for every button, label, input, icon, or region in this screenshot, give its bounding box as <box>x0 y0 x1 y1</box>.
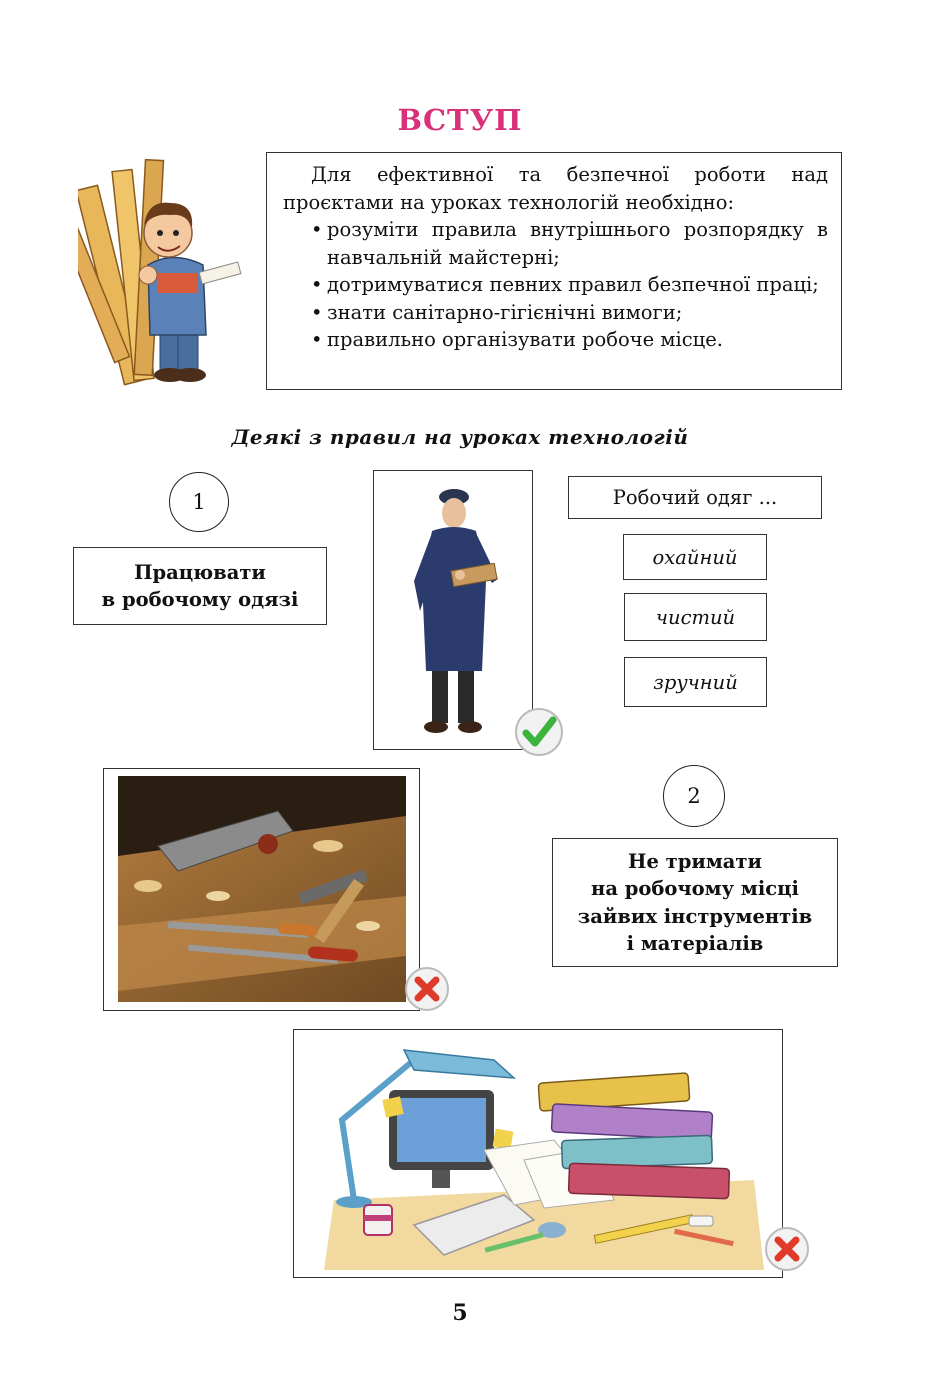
rule-2-line: і матеріалів <box>626 932 764 955</box>
intro-list-item: • розуміти правила внутрішнього розпорядку в навчальній майстерні; <box>283 216 828 271</box>
rule-1-line: в робочому одязі <box>101 588 299 611</box>
rule-2-box <box>552 838 838 967</box>
rules-subtitle: Деякі з правил на уроках технологій <box>231 425 689 449</box>
rule-1-line: Працювати <box>134 560 266 584</box>
intro-list-item: • дотримуватися певних правил безпечної праці; <box>283 271 828 299</box>
rule-2-number: 2 <box>663 765 725 827</box>
rule-1-box <box>73 547 327 625</box>
rule-2-line: зайвих інструментів <box>577 904 813 928</box>
intro-list <box>283 216 828 354</box>
clothing-word: чистий <box>624 593 767 641</box>
intro-box <box>266 152 842 390</box>
check-mark-icon <box>514 707 564 757</box>
intro-list-item: • знати санітарно-гігієнічні вимоги; <box>283 299 828 327</box>
clothing-heading: Робочий одяг ... <box>568 476 822 519</box>
clothing-word: зручний <box>624 657 767 707</box>
rule-2-line: на робочому місці <box>591 877 799 900</box>
page-number: 5 <box>452 1300 468 1326</box>
clothing-word: охайний <box>623 534 767 580</box>
workbench-tools-photo <box>103 768 420 1011</box>
boy-workwear-photo <box>373 470 533 750</box>
intro-lead: Для ефективної та безпечної роботи над проєктами на уроках технологій необхідно: <box>283 163 828 214</box>
cross-mark-icon <box>404 966 450 1012</box>
cross-mark-icon <box>764 1226 810 1272</box>
intro-list-item: • правильно організувати робоче місце. <box>283 326 828 354</box>
messy-desk-illustration <box>293 1029 783 1278</box>
boy-with-planks-illustration <box>78 155 248 390</box>
rule-2-line: Не тримати <box>628 849 762 873</box>
rule-1-number: 1 <box>169 472 229 532</box>
page-title: ВСТУП <box>397 103 523 137</box>
